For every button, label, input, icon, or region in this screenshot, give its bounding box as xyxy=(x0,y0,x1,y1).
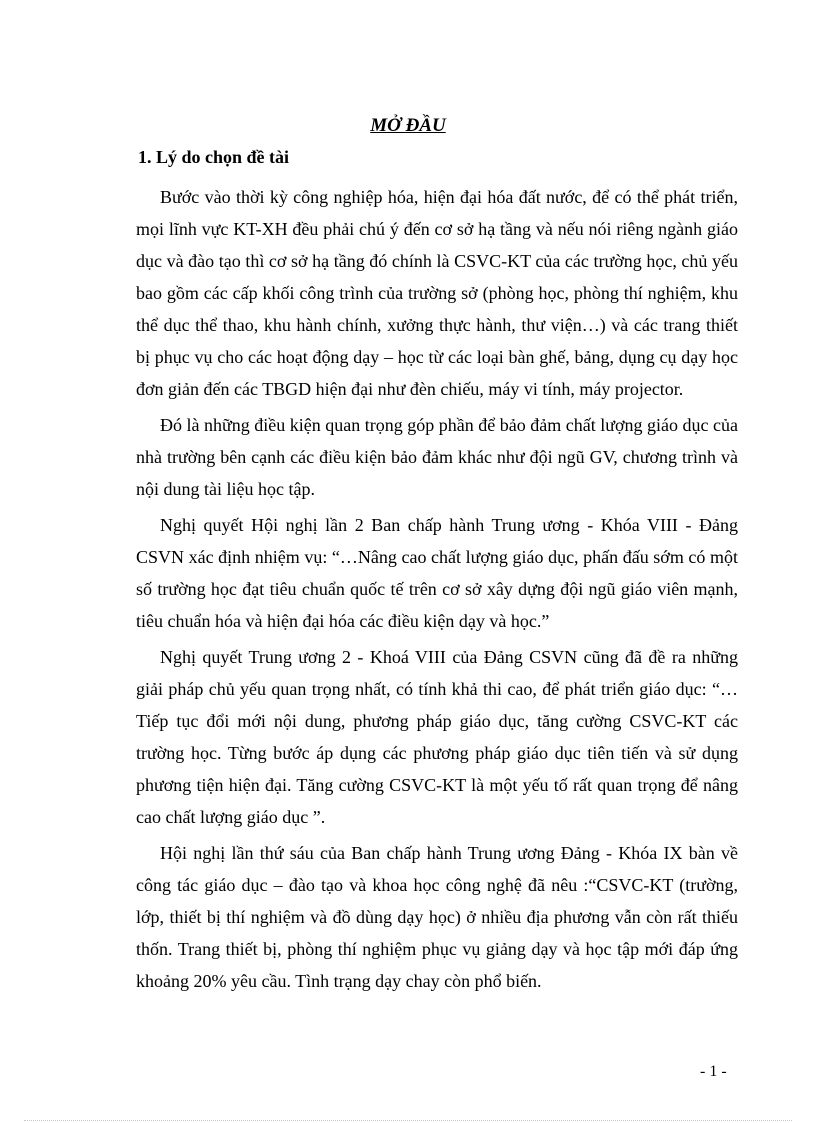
paragraph: Đó là những điều kiện quan trọng góp phần để bảo đảm chất lượng giáo dục của nhà trường bên cạnh các điều kiện bảo đảm khác như đội ngũ GV, chương trình và nội dung tài liệu học tập. xyxy=(136,415,738,499)
paragraph: Bước vào thời kỳ công nghiệp hóa, hiện đại hóa đất nước, để có thể phát triển, mọi lĩnh vực KT-XH đều phải chú ý đến cơ sở hạ tầng và nếu nói riêng ngành giáo dục và đào tạo thì cơ sở hạ tầng đó chính là CSVC-KT của các trường học, chủ yếu bao gồm các cấp khối công trình của trường sở (phòng học, phòng thí nghiệm, khu thể dục thể thao, khu hành chính, xưởng thực hành, thư viện…) và các trang thiết bị phục vụ cho các hoạt động dạy – học từ các loại bàn ghế, bảng, dụng cụ dạy học đơn giản đến các TBGD hiện đại như đèn chiếu, máy vi tính, máy projector. xyxy=(136,187,738,399)
paragraph: Nghị quyết Trung ương 2 - Khoá VIII của Đảng CSVN cũng đã đề ra những giải pháp chủ yếu quan trọng nhất, có tính khả thi cao, để phát triển giáo dục: “…Tiếp tục đổi mới nội dung, phương pháp giáo dục, tăng cường CSVC-KT các trường học. Từng bước áp dụng các phương pháp giáo dục tiên tiến và sử dụng phương tiện hiện đại. Tăng cường CSVC-KT là một yếu tố rất quan trọng để nâng cao chất lượng giáo dục ”. xyxy=(136,647,738,827)
page-bottom-divider xyxy=(24,1120,792,1121)
page-number: - 1 - xyxy=(700,1063,727,1080)
body-text xyxy=(136,181,738,1001)
paragraph: Nghị quyết Hội nghị lần 2 Ban chấp hành Trung ương - Khóa VIII - Đảng CSVN xác định nhiệm vụ: “…Nâng cao chất lượng giáo dục, phấn đấu sớm có một số trường học đạt tiêu chuẩn quốc tế trên cơ sở xây dựng đội ngũ giáo viên mạnh, tiêu chuẩn hóa và hiện đại hóa các điều kiện dạy và học.” xyxy=(136,515,738,631)
section-heading: 1. Lý do chọn đề tài xyxy=(138,147,290,167)
page-title: MỞ ĐẦU xyxy=(370,115,446,136)
paragraph: Hội nghị lần thứ sáu của Ban chấp hành Trung ương Đảng - Khóa IX bàn về công tác giáo dục – đào tạo và khoa học công nghệ đã nêu :“CSVC-KT (trường, lớp, thiết bị thí nghiệm và đồ dùng dạy học) ở nhiều địa phương vẫn còn rất thiếu thốn. Trang thiết bị, phòng thí nghiệm phục vụ giảng dạy và học tập mới đáp ứng khoảng 20% yêu cầu. Tình trạng dạy chay còn phổ biến. xyxy=(136,843,738,991)
